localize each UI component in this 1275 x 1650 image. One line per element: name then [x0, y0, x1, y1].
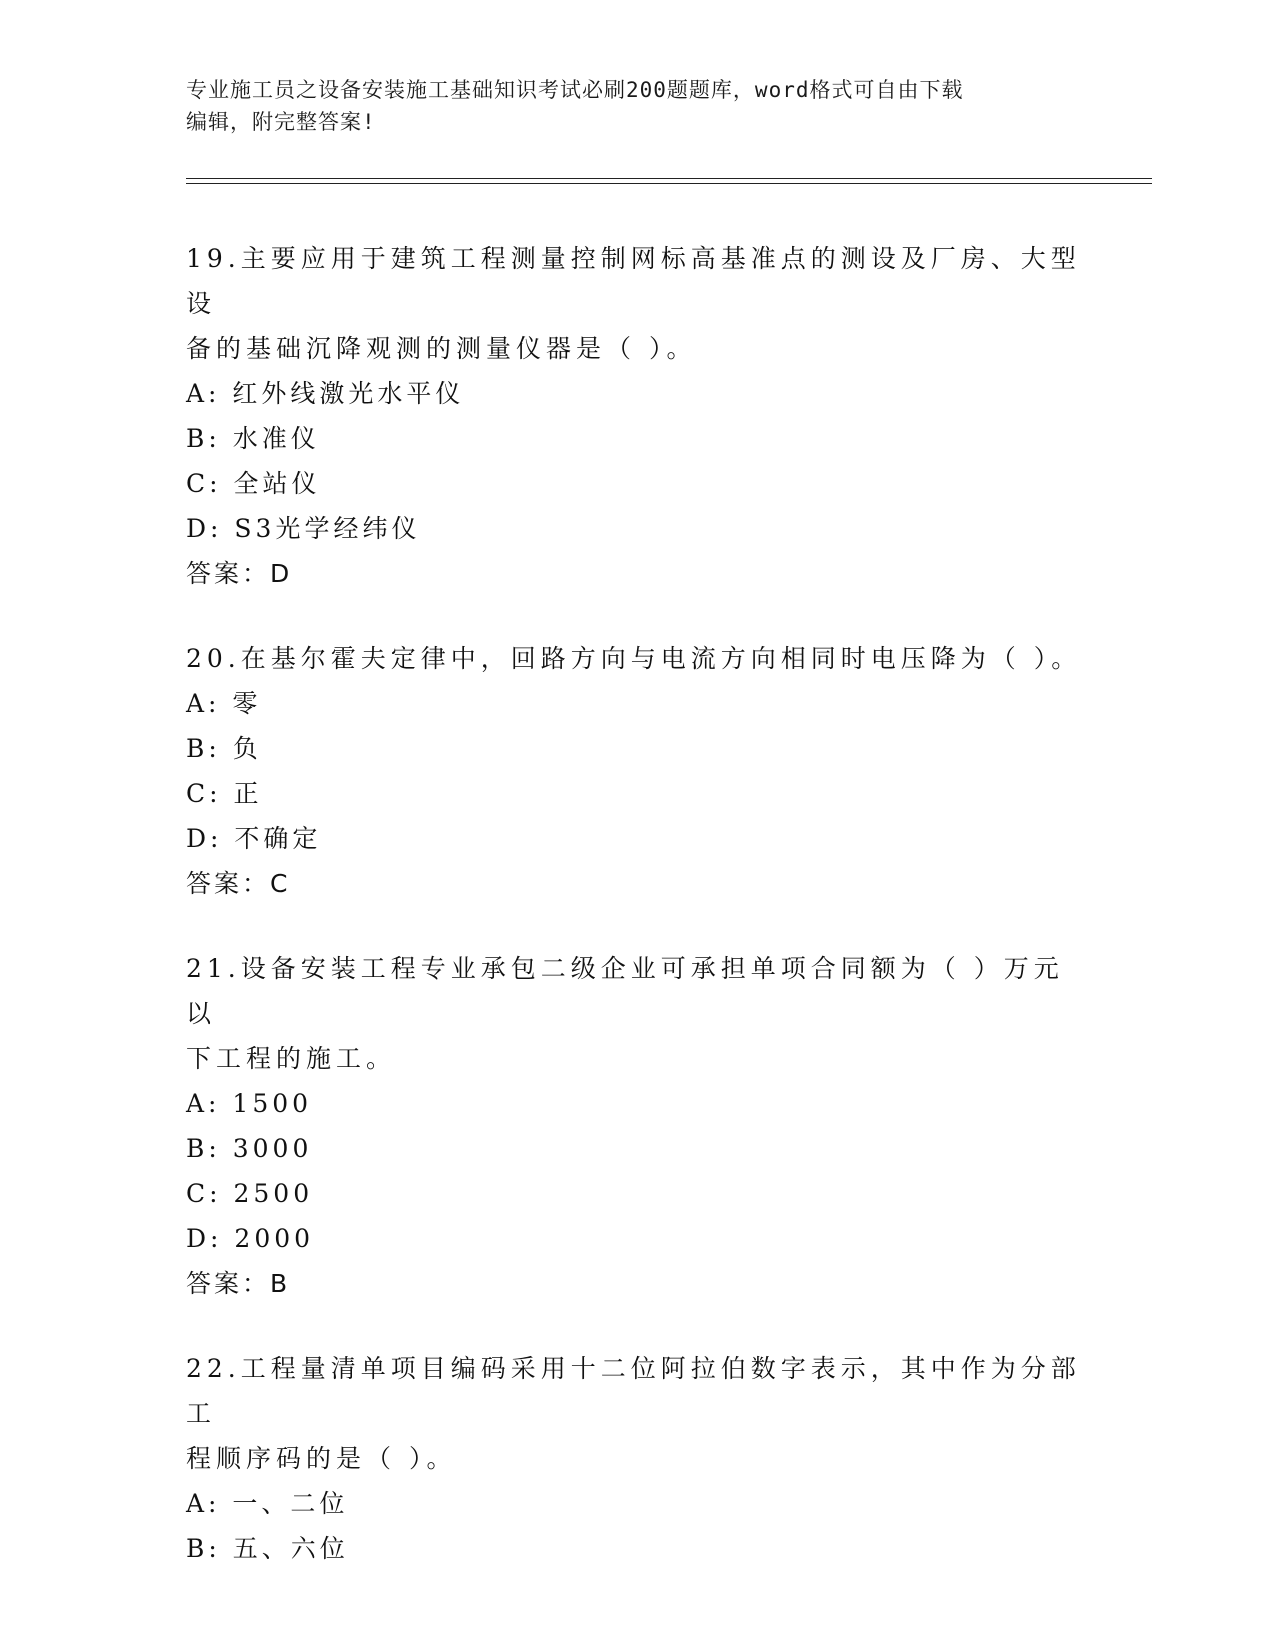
option-c: C: 2500	[186, 1179, 314, 1208]
question-stem-line: 21.设备安装工程专业承包二级企业可承担单项合同额为（ ）万元以	[186, 954, 1064, 1028]
question-21	[186, 946, 1086, 1306]
header-line-2: 编辑，附完整答案!	[186, 110, 376, 134]
question-stem-line: 22.工程量清单项目编码采用十二位阿拉伯数字表示，其中作为分部工	[186, 1354, 1081, 1428]
question-stem-line: 下工程的施工。	[186, 1044, 397, 1073]
header-divider-bottom	[186, 183, 1152, 184]
option-d: D: 不确定	[186, 824, 322, 853]
question-20	[186, 636, 1086, 906]
answer: 答案：D	[186, 559, 293, 588]
option-b: B: 水准仪	[186, 424, 320, 453]
option-b: B: 五、六位	[186, 1534, 349, 1563]
question-22	[186, 1346, 1086, 1571]
option-a: A: 1500	[186, 1089, 313, 1118]
option-a: A: 红外线激光水平仪	[186, 379, 465, 408]
question-19	[186, 236, 1086, 596]
answer: 答案：C	[186, 869, 291, 898]
option-c: C: 正	[186, 779, 263, 808]
header-line-1: 专业施工员之设备安装施工基础知识考试必刷200题题库，word格式可自由下载	[186, 78, 964, 102]
option-a: A: 一、二位	[186, 1489, 349, 1518]
option-d: D: 2000	[186, 1224, 315, 1253]
question-stem-line: 19.主要应用于建筑工程测量控制网标高基准点的测设及厂房、大型设	[186, 244, 1081, 318]
document-header	[186, 74, 1066, 138]
header-divider-top	[186, 178, 1152, 179]
option-d: D: S3光学经纬仪	[186, 514, 421, 543]
option-b: B: 负	[186, 734, 262, 763]
question-stem-line: 备的基础沉降观测的测量仪器是（ ）。	[186, 334, 697, 363]
option-c: C: 全站仪	[186, 469, 321, 498]
option-b: B: 3000	[186, 1134, 313, 1163]
question-list	[186, 236, 1086, 1611]
question-stem-line: 程顺序码的是（ ）。	[186, 1444, 457, 1473]
question-stem-line: 20.在基尔霍夫定律中，回路方向与电流方向相同时电压降为（ ）。	[186, 644, 1082, 673]
answer: 答案：B	[186, 1269, 291, 1298]
option-a: A: 零	[186, 689, 262, 718]
